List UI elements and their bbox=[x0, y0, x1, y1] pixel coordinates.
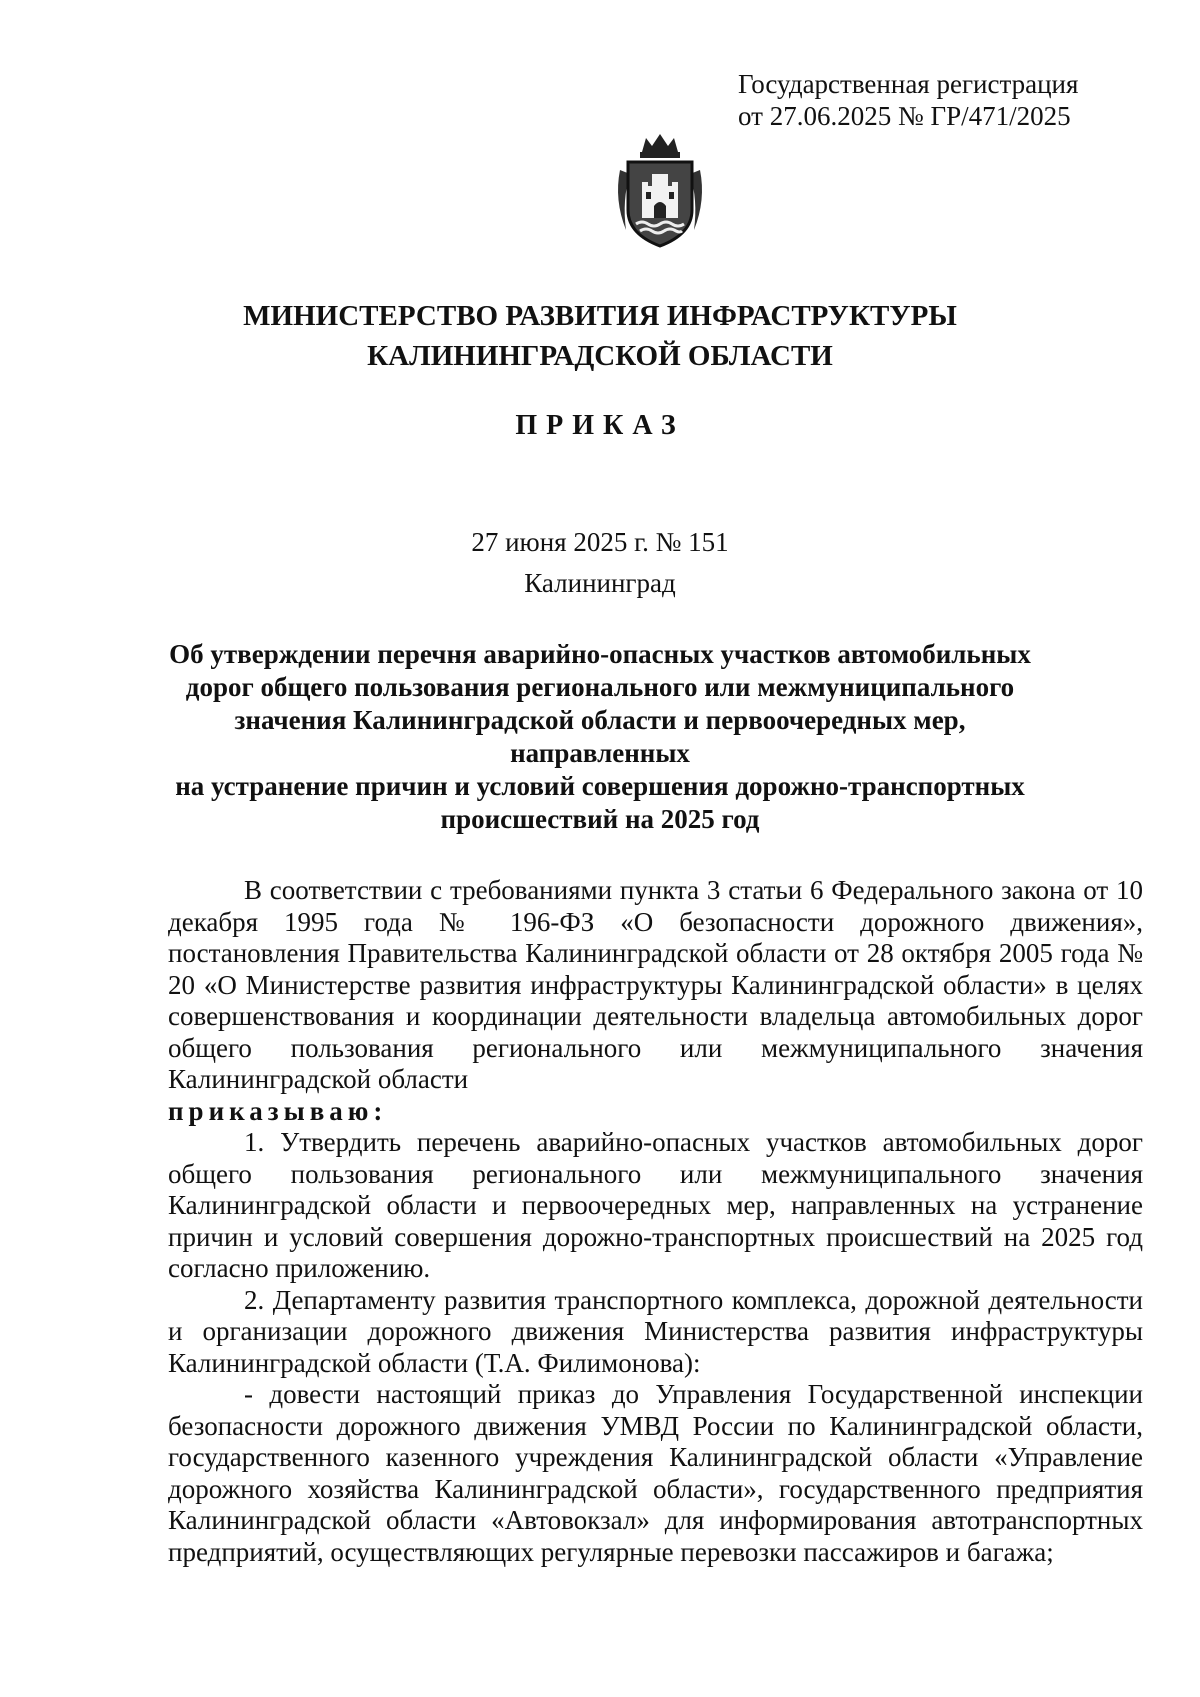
registration-label: Государственная регистрация bbox=[738, 69, 1079, 99]
order-item-2: 2. Департаменту развития транспортного комплекса, дорожной деятельности и организации дорожного движения Министерства развития инфраструктуры Калининградской области (Т.А. Филимонова): bbox=[168, 1284, 1143, 1378]
order-title bbox=[150, 638, 1050, 836]
ministry-name-line: КАЛИНИНГРАДСКОЙ ОБЛАСТИ bbox=[367, 340, 833, 372]
ministry-name-line: МИНИСТЕРСТВО РАЗВИТИЯ ИНФРАСТРУКТУРЫ bbox=[243, 300, 957, 332]
order-item-1: 1. Утвердить перечень аварийно-опасных участков автомобильных дорог общего пользования регионального или межмуниципального значения Калининградской области и первоочередных мер, направленных на устранение причин и условий совершения дорожно-транспортных происшествий на 2025 год согласно приложению. bbox=[168, 1127, 1143, 1283]
preamble-paragraph: В соответствии с требованиями пункта 3 статьи 6 Федерального закона от 10 декабря 1995 года № 196-ФЗ «О безопасности дорожного движения», постановления Правительства Калининградской области от 28 октября 2005 года № 20 «О Министерстве развития инфраструктуры Калининградской области» в целях совершенствования и координации деятельности владельца автомобильных дорог общего пользования регионального или межмуниципального значения Калининградской области bbox=[168, 875, 1143, 1094]
order-body bbox=[168, 875, 1143, 1568]
coat-of-arms-icon bbox=[612, 130, 708, 250]
state-registration-stamp bbox=[738, 68, 1078, 132]
order-title-line: Об утверждении перечня аварийно-опасных участков автомобильных bbox=[169, 639, 1031, 669]
registration-number: от 27.06.2025 № ГР/471/2025 bbox=[738, 101, 1071, 131]
ministry-name bbox=[0, 296, 1200, 376]
document-type: ПРИКАЗ bbox=[515, 410, 685, 441]
decree-word: приказываю: bbox=[168, 1095, 388, 1126]
order-title-line: на устранение причин и условий совершения дорожно-транспортных bbox=[175, 771, 1025, 801]
order-title-line: дорог общего пользования регионального или межмуниципального bbox=[185, 672, 1015, 702]
order-item-2-subitem: - довести настоящий приказ до Управления Государственной инспекции безопасности дорожного движения УМВД России по Калининградской области, государственного казенного учреждения Калининградской области «Управление дорожного хозяйства Калининградской области», государственного предприятия Калининградской области «Автовокзал» для информирования автотранспортных предприятий, осуществляющих регулярные перевозки пассажиров и багажа; bbox=[168, 1379, 1143, 1567]
order-title-line: происшествий на 2025 год bbox=[440, 804, 760, 834]
order-date-number: 27 июня 2025 г. № 151 bbox=[471, 527, 729, 557]
order-city: Калининград bbox=[524, 568, 676, 598]
order-title-line: значения Калининградской области и первоочередных мер, направленных bbox=[234, 705, 966, 768]
order-details bbox=[0, 522, 1200, 604]
